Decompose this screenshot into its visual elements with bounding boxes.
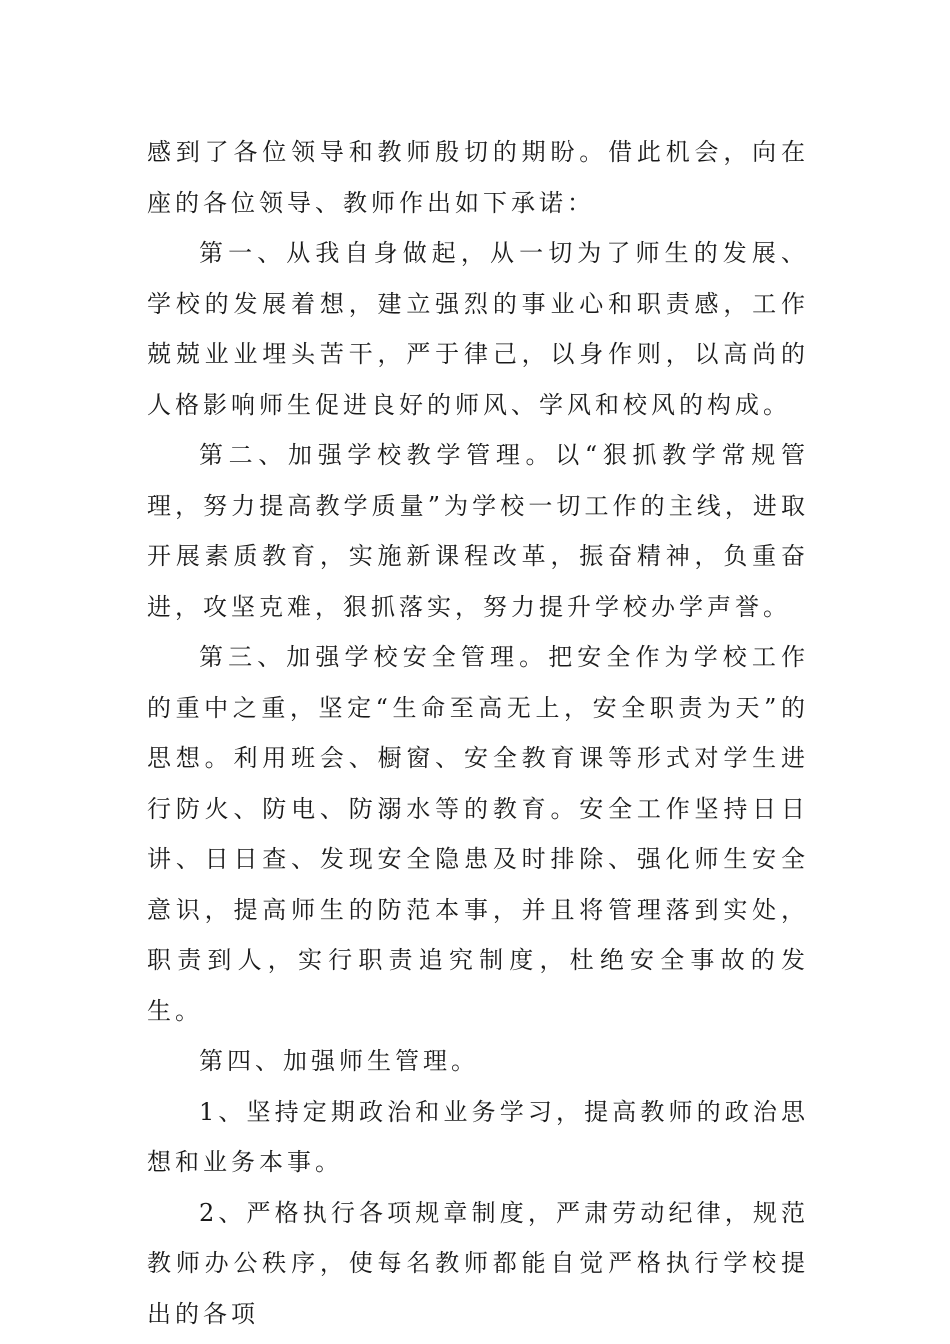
paragraph-1: 感到了各位领导和教师殷切的期盼。借此机会，向在座的各位领导、教师作出如下承诺： bbox=[147, 138, 809, 217]
paragraph-7: 2、严格执行各项规章制度，严肃劳动纪律，规范教师办公秩序，使每名教师都能自觉严格执行学校提出的各项 bbox=[147, 1198, 809, 1328]
paragraph-4: 第三、加强学校安全管理。把安全作为学校工作的重中之重，坚定“生命至高无上，安全职责为天”的思想。利用班会、橱窗、安全教育课等形式对学生进行防火、防电、防溺水等的教育。安全工作坚持日日讲、日日查、发现安全隐患及时排除、强化师生安全意识，提高师生的防范本事，并且将管理落到实处，职责到人，实行职责追究制度，杜绝安全事故的发生。 bbox=[147, 643, 809, 1025]
paragraph-5: 第四、加强师生管理。 bbox=[199, 1047, 479, 1075]
document-body bbox=[147, 127, 809, 1339]
paragraph-2: 第一、从我自身做起，从一切为了师生的发展、学校的发展着想，建立强烈的事业心和职责感，工作兢兢业业埋头苦干，严于律己，以身作则，以高尚的人格影响师生促进良好的师风、学风和校风的构成。 bbox=[147, 239, 809, 419]
paragraph-6: 1、坚持定期政治和业务学习，提高教师的政治思想和业务本事。 bbox=[147, 1097, 809, 1176]
paragraph-3: 第二、加强学校教学管理。以“狠抓教学常规管理，努力提高教学质量”为学校一切工作的主线，进取开展素质教育，实施新课程改革，振奋精神，负重奋进，攻坚克难，狠抓落实，努力提升学校办学声誉。 bbox=[147, 441, 809, 621]
